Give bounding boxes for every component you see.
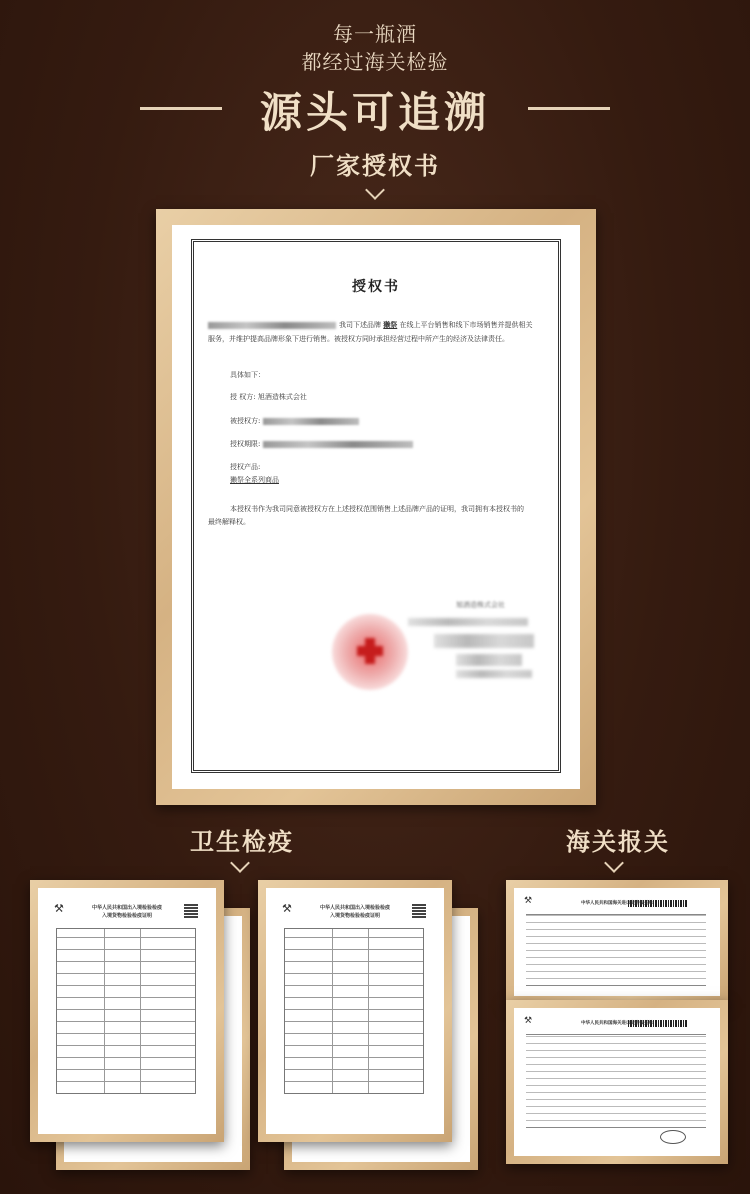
customs-emblem-icon: ⚒ [524, 896, 533, 906]
grantee-row [230, 416, 362, 427]
main-title: 源头可追溯 [259, 88, 490, 137]
customs-declaration [518, 892, 716, 992]
grantor-value: 旭酒造株式会社 [257, 393, 307, 401]
blurred-signature [434, 634, 534, 648]
details-heading: 具体如下： [230, 371, 265, 379]
health-certificate [48, 898, 206, 1124]
sub-title: 厂家授权书 [310, 152, 440, 180]
brand-name: 獭祭 [383, 321, 398, 329]
customs-emblem-icon: ⚒ [282, 902, 292, 915]
certificate-mat [172, 225, 580, 789]
intro-text-end: 在线上平台销售和线下市场销售并提供相关 [399, 321, 533, 329]
health-certificate [276, 898, 434, 1124]
headline-line-2: 都经过海关检验 [301, 50, 449, 74]
section-label-health-quarantine: 卫生检疫 [190, 828, 294, 856]
authorization-certificate [191, 239, 561, 773]
headline-line-1: 每一瓶酒 [333, 22, 417, 46]
customs-declaration-frame-1 [506, 880, 728, 1004]
seal-cross [357, 646, 383, 656]
closing-line-1: 本授权书作为我司同意被授权方在上述授权范围销售上述品牌产品的证明，我司拥有本授权书的 [230, 505, 524, 513]
certificate-mat [514, 1008, 720, 1156]
certificate-table [56, 928, 196, 1094]
authorization-certificate-frame [156, 209, 596, 805]
grantor-label: 授 权方: [230, 393, 256, 401]
grantor-row [230, 392, 307, 403]
customs-declaration-frame-2 [506, 1000, 728, 1164]
certificate-intro-line-1 [208, 320, 532, 331]
certificate-table [284, 928, 424, 1094]
certificate-intro-line-2: 服务，并维护提高品牌形象下进行销售。被授权方同时承担经营过程中所产生的经济及法律责任。 [208, 335, 509, 343]
redacted-text [263, 418, 359, 425]
health-cert-title: 中华人民共和国出入境检验检疫 [319, 905, 390, 911]
customs-emblem-icon: ⚒ [54, 902, 64, 915]
chevron-down-icon [365, 180, 385, 200]
product-value: 獭祭全系列商品 [230, 476, 279, 484]
intro-text: 我司下述品牌 [339, 321, 381, 329]
title-divider-right [528, 107, 610, 110]
closing-line-2: 最终解释权。 [208, 518, 250, 526]
customs-stamp-icon [660, 1130, 686, 1144]
blurred-signature [408, 618, 528, 626]
company-seal-icon [332, 614, 408, 690]
customs-declaration-title: 中华人民共和国海关进口货物报关单 [581, 1021, 653, 1026]
certificate-mat [266, 888, 444, 1134]
health-cert-subtitle: 入境货物检验检疫证明 [329, 913, 380, 919]
redacted-text [263, 441, 413, 448]
certificate-mat [38, 888, 216, 1134]
health-cert-title: 中华人民共和国出入境检验检疫 [91, 905, 162, 911]
declaration-table [526, 914, 706, 986]
blurred-signature [456, 654, 522, 666]
customs-declaration [518, 1012, 716, 1152]
qr-code-icon [412, 904, 426, 918]
health-cert-subtitle: 入境货物检验检疫证明 [101, 913, 152, 919]
qr-code-icon [184, 904, 198, 918]
company-signature: 旭酒造株式会社 [456, 601, 505, 609]
customs-emblem-icon: ⚒ [524, 1016, 533, 1026]
redacted-text [208, 322, 336, 329]
blurred-date [456, 670, 532, 678]
certificate-title: 授权书 [352, 279, 400, 295]
health-certificate-frame-2 [258, 880, 452, 1142]
period-label: 授权期限: [230, 440, 261, 448]
grantee-label: 被授权方: [230, 417, 261, 425]
declaration-table [526, 1034, 706, 1128]
period-row [230, 439, 416, 450]
product-label: 授权产品: [230, 463, 261, 471]
section-label-customs-declaration: 海关报关 [566, 828, 670, 856]
customs-declaration-title: 中华人民共和国海关进口货物报关单 [581, 901, 653, 906]
certificate-mat [514, 888, 720, 996]
health-certificate-frame [30, 880, 224, 1142]
